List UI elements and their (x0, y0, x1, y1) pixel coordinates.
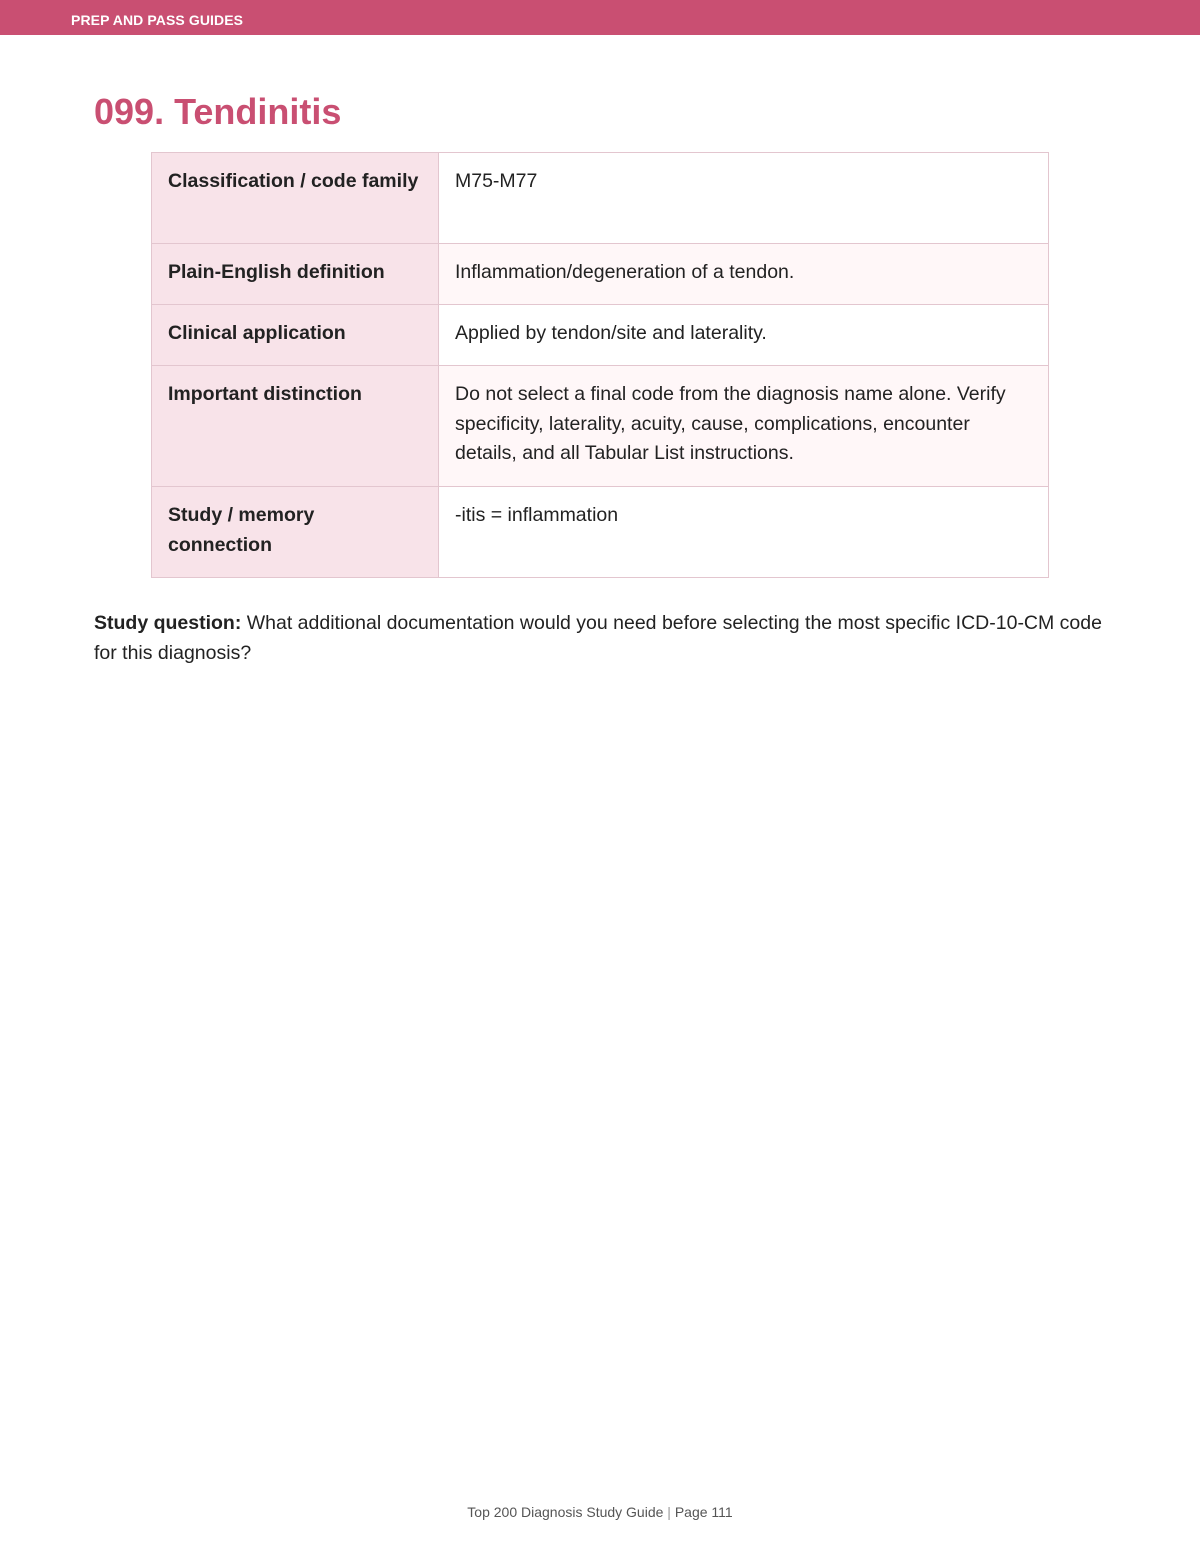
row-label: Classification / code family (152, 153, 439, 244)
row-value: Applied by tendon/site and laterality. (439, 305, 1049, 366)
banner-text: PREP AND PASS GUIDES (71, 12, 244, 28)
row-label: Clinical application (152, 305, 439, 366)
info-table (151, 152, 1049, 578)
study-question-text: What additional documentation would you need before selecting the most specific ICD-10-CM code for this diagnosis? (94, 612, 1102, 664)
footer-page-number: Page 111 (674, 1504, 733, 1520)
row-value: M75-M77 (439, 153, 1049, 244)
study-question-label: Study question: (94, 612, 242, 634)
page-title: 099. Tendinitis (94, 91, 342, 132)
table-row (152, 305, 1049, 366)
table-row (152, 487, 1049, 578)
table-row (152, 366, 1049, 487)
row-label: Plain-English definition (152, 244, 439, 305)
study-question (94, 608, 1104, 668)
row-label: Important distinction (152, 366, 439, 487)
top-banner (0, 0, 1200, 35)
footer-guide-name: Top 200 Diagnosis Study Guide (467, 1504, 664, 1520)
table-row (152, 244, 1049, 305)
row-value: Inflammation/degeneration of a tendon. (439, 244, 1049, 305)
page-footer (0, 1503, 1200, 1521)
row-value: Do not select a final code from the diagnosis name alone. Verify specificity, laterality, acuity, cause, complications, encounter details, and all Tabular List instructions. (439, 366, 1049, 487)
table-row (152, 153, 1049, 244)
footer-separator: | (667, 1504, 671, 1520)
row-value: -itis = inflammation (439, 487, 1049, 578)
row-label: Study / memory connection (152, 487, 439, 578)
